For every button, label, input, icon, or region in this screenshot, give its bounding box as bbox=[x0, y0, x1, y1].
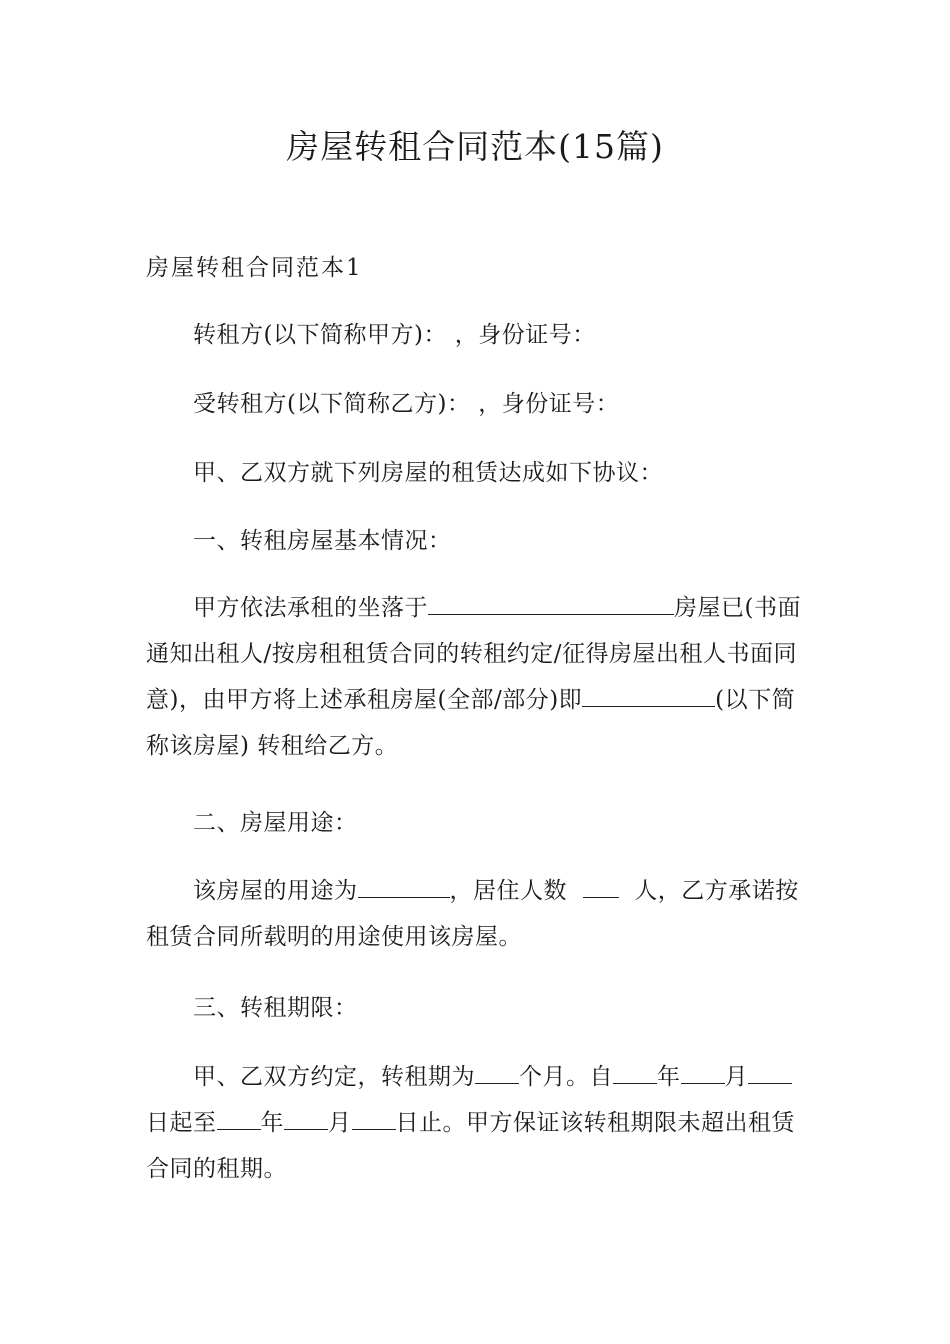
usage-text-c: 人，乙方承诺按租赁合同所载明的用途使用该房屋。 bbox=[146, 878, 799, 950]
paragraph-usage bbox=[146, 868, 810, 960]
start-day-blank bbox=[748, 1055, 792, 1084]
paragraph-property bbox=[146, 585, 810, 769]
paragraph-lessee: 受转租方(以下简称乙方)： ，身份证号： bbox=[193, 391, 620, 417]
start-year-blank bbox=[613, 1055, 657, 1084]
term-text-c: 年 bbox=[657, 1064, 681, 1090]
usage-text-a: 该房屋的用途为 bbox=[193, 878, 358, 904]
paragraph-term bbox=[146, 1054, 810, 1192]
term-text-d: 月 bbox=[724, 1064, 748, 1090]
term-text-h: 日止。甲方保证该转租期限未超出租赁合同的租期。 bbox=[146, 1110, 795, 1182]
heading-usage: 二、房屋用途： bbox=[193, 810, 358, 836]
property-text-b: 房屋已(书面通知出租人/按房租租赁合同的转租约定/征得房屋出租人书面同意)，由甲方将上述承租房屋(全部/部分)即 bbox=[146, 595, 801, 713]
usage-text-b: ，居住人数 bbox=[449, 878, 567, 904]
section-heading: 房屋转租合同范本1 bbox=[146, 255, 363, 281]
address-blank bbox=[428, 586, 674, 615]
property-text-c: (以下简称该房屋) 转租给乙方。 bbox=[146, 687, 796, 759]
paragraph-lessor: 转租方(以下简称甲方)： ，身份证号： bbox=[193, 322, 596, 348]
heading-term: 三、转租期限： bbox=[193, 995, 358, 1021]
term-text-g: 月 bbox=[328, 1110, 352, 1136]
term-text-f: 年 bbox=[260, 1110, 284, 1136]
paragraph-agreement: 甲、乙双方就下列房屋的租赁达成如下协议： bbox=[193, 460, 663, 486]
property-text-a: 甲方依法承租的坐落于 bbox=[193, 595, 428, 621]
occupants-blank bbox=[583, 869, 619, 898]
document-title: 房屋转租合同范本(15篇) bbox=[286, 127, 664, 166]
usage-blank bbox=[358, 869, 450, 898]
start-month-blank bbox=[681, 1055, 725, 1084]
term-text-e: 日起至 bbox=[146, 1110, 217, 1136]
months-blank bbox=[475, 1055, 519, 1084]
term-text-b: 个月。自 bbox=[519, 1064, 613, 1090]
term-text-a: 甲、乙双方约定，转租期为 bbox=[193, 1064, 475, 1090]
end-year-blank bbox=[217, 1101, 261, 1130]
end-month-blank bbox=[284, 1101, 328, 1130]
end-day-blank bbox=[352, 1101, 396, 1130]
area-blank bbox=[582, 678, 715, 707]
heading-basic-info: 一、转租房屋基本情况： bbox=[193, 528, 452, 554]
